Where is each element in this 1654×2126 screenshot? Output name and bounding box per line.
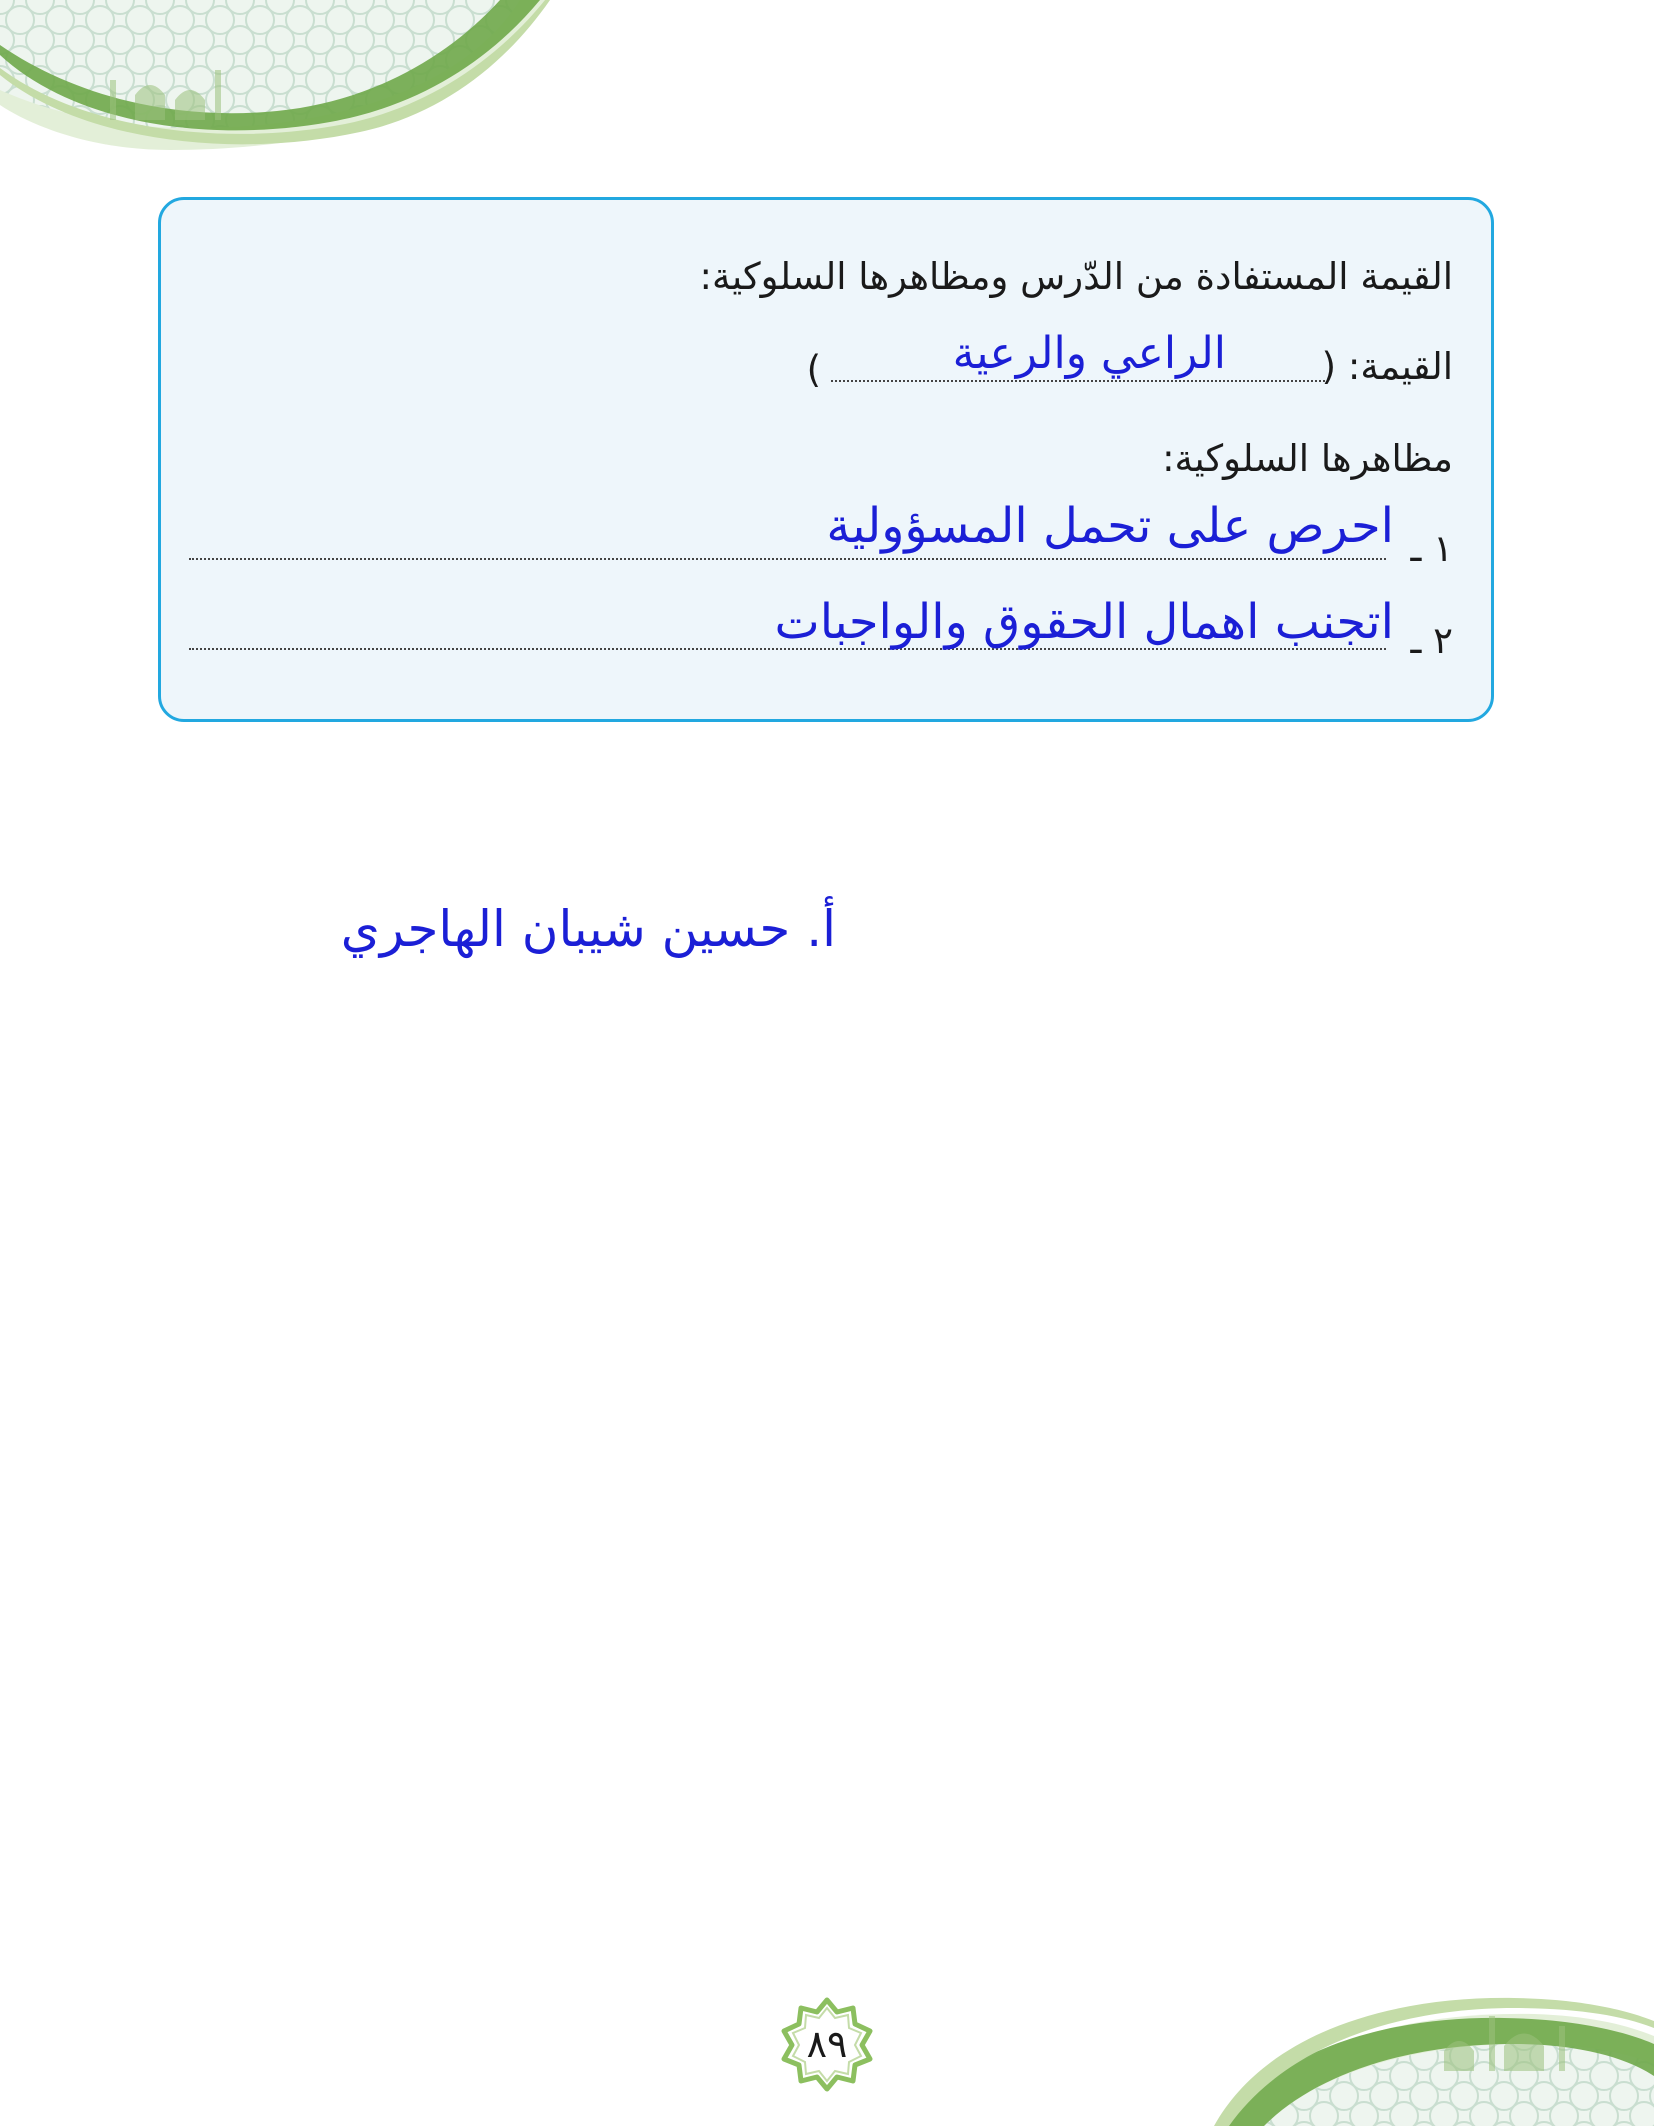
- worksheet-heading: القيمة المستفادة من الدّرس ومظاهرها السلوكية:: [699, 255, 1453, 298]
- top-mosque-arc-icon: [0, 0, 560, 170]
- behaviour-item-number-2: ٢ ـ: [1410, 619, 1453, 662]
- value-answer-dotted-line: [831, 380, 1325, 382]
- behaviour-item-1-handwritten-answer: احرص على تحمل المسؤولية: [826, 498, 1394, 554]
- teacher-signature: أ. حسين شيبان الهاجري: [340, 900, 836, 958]
- page-number: ٨٩: [806, 2022, 848, 2066]
- behaviour-item-2-handwritten-answer: اتجنب اهمال الحقوق والواجبات: [774, 594, 1394, 650]
- behaviours-label: مظاهرها السلوكية:: [1162, 437, 1453, 480]
- value-worksheet-box: [158, 197, 1494, 722]
- value-close-paren: ): [806, 348, 821, 391]
- value-handwritten-answer: الراعي والرعية: [952, 328, 1226, 379]
- behaviour-item-number-1: ١ ـ: [1410, 527, 1453, 570]
- value-label: القيمة: (: [1321, 345, 1453, 388]
- page-number-badge: [777, 1994, 877, 2094]
- bottom-mosque-arc-icon: [1204, 1956, 1654, 2126]
- behaviour-item-1-dotted-line: [189, 558, 1386, 560]
